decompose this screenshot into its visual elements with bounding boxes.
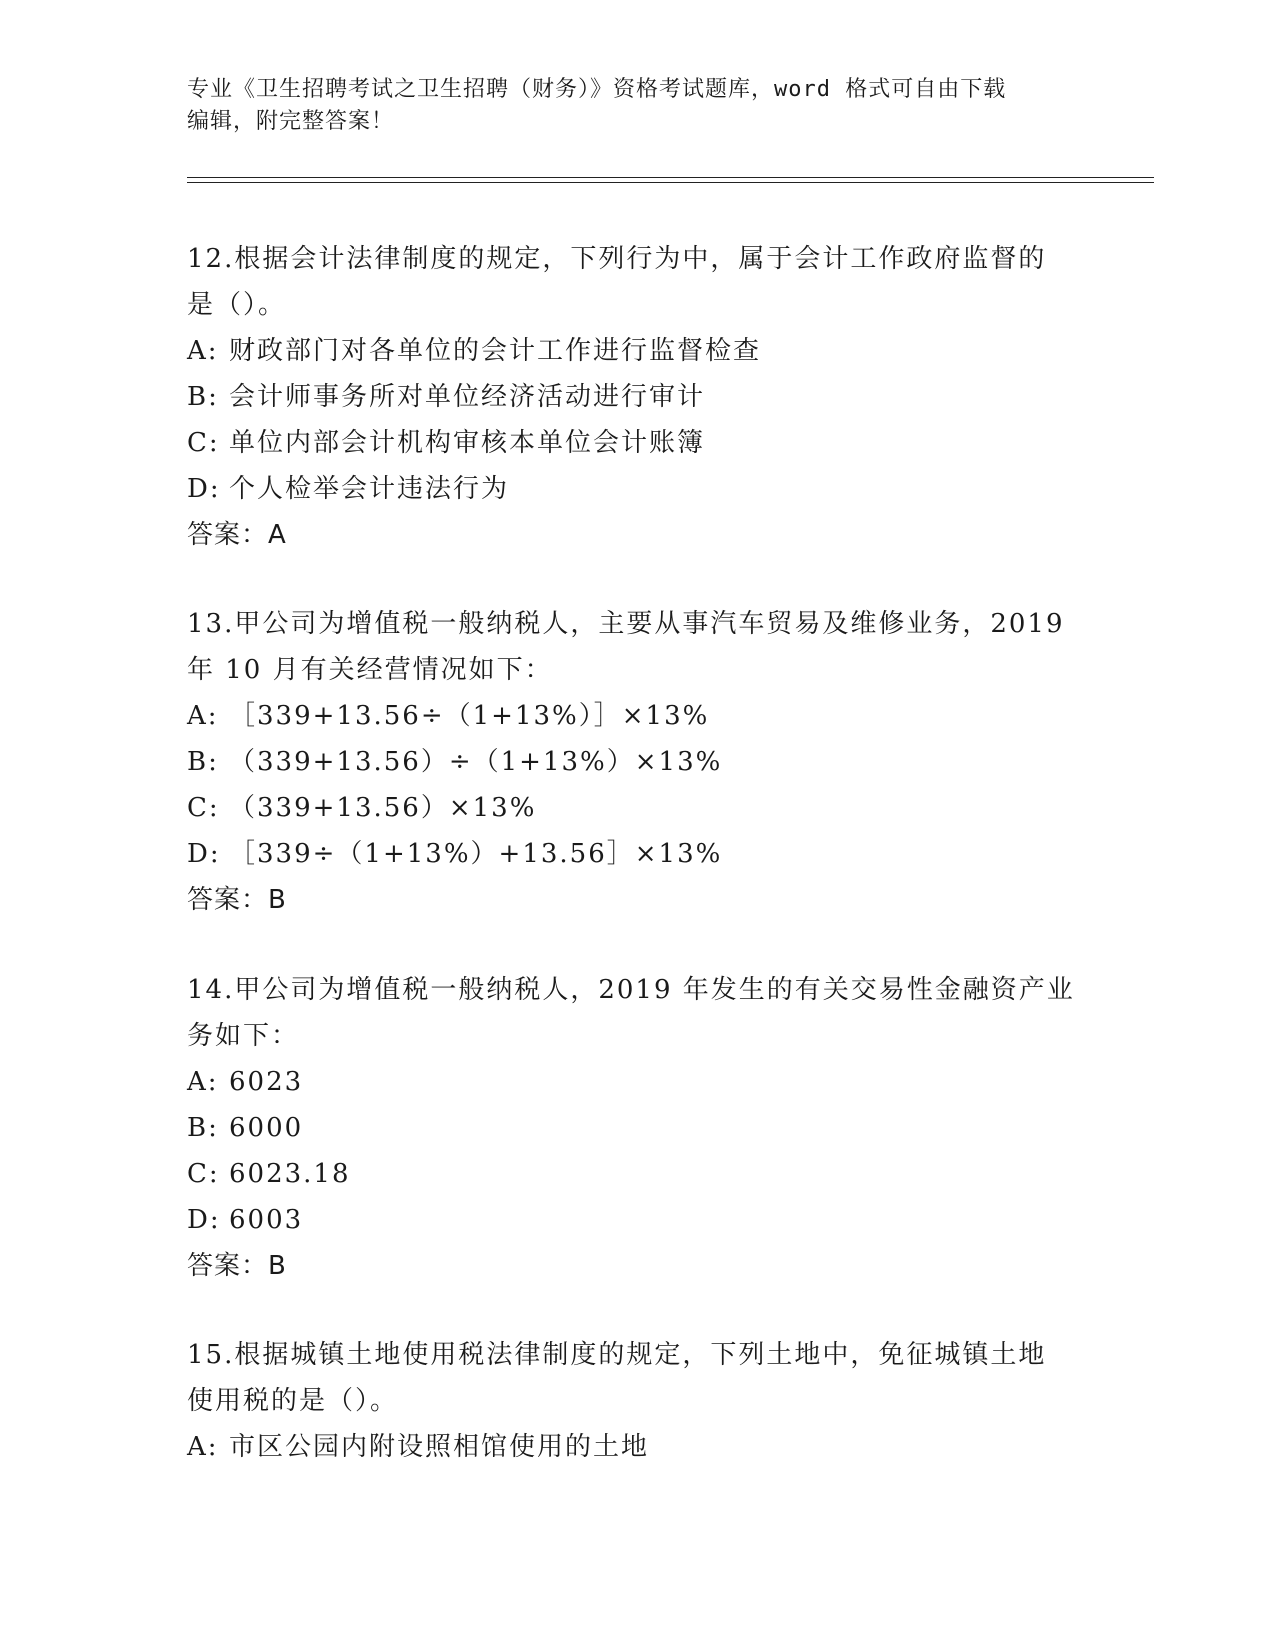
option-text: 个人检举会计违法行为 — [229, 474, 510, 504]
option-text: 会计师事务所对单位经济活动进行审计 — [229, 382, 706, 412]
answer: 答案：A — [187, 520, 287, 550]
question-text-line-2: 使用税的是（）。 — [187, 1386, 399, 1416]
option-text: 财政部门对各单位的会计工作进行监督检查 — [229, 336, 762, 366]
option-text: 单位内部会计机构审核本单位会计账簿 — [229, 428, 706, 458]
option-text: 6000 — [229, 1113, 304, 1143]
option-c — [187, 420, 1087, 466]
option-label: C: — [187, 428, 220, 458]
option-b — [187, 374, 1087, 420]
header-divider-bottom — [187, 182, 1154, 183]
option-text: ［339÷（1+13%）+13.56］×13% — [229, 839, 723, 869]
option-text: 6023 — [229, 1067, 304, 1097]
option-text: ［339+13.56÷（1+13%）］×13% — [229, 701, 710, 731]
option-label: A: — [187, 1067, 219, 1097]
option-b — [187, 1105, 1087, 1151]
option-label: D: — [187, 474, 221, 504]
option-label: A: — [187, 336, 219, 366]
question-12 — [187, 236, 1087, 558]
answer: 答案：B — [187, 885, 287, 915]
option-label: B: — [187, 382, 219, 412]
option-a — [187, 693, 1087, 739]
option-a — [187, 1424, 1087, 1470]
option-d — [187, 466, 1087, 512]
answer: 答案：B — [187, 1251, 287, 1281]
option-text: 6003 — [229, 1205, 304, 1235]
option-label: D: — [187, 1205, 221, 1235]
option-label: B: — [187, 1113, 219, 1143]
document-header — [187, 74, 1067, 138]
option-label: C: — [187, 1159, 220, 1189]
option-text: 市区公园内附设照相馆使用的土地 — [229, 1432, 650, 1462]
option-a — [187, 1059, 1087, 1105]
question-14 — [187, 967, 1087, 1289]
question-text-line-1: 13.甲公司为增值税一般纳税人，主要从事汽车贸易及维修业务，2019 — [187, 609, 1065, 639]
option-d — [187, 1197, 1087, 1243]
option-label: D: — [187, 839, 221, 869]
header-line-1: 专业《卫生招聘考试之卫生招聘（财务）》资格考试题库，word 格式可自由下载 — [187, 77, 1007, 102]
question-text-line-1: 15.根据城镇土地使用税法律制度的规定，下列土地中，免征城镇土地 — [187, 1340, 1047, 1370]
option-label: A: — [187, 1432, 219, 1462]
header-line-2: 编辑，附完整答案！ — [187, 109, 395, 134]
option-d — [187, 831, 1087, 877]
option-label: C: — [187, 793, 220, 823]
option-c — [187, 785, 1087, 831]
question-text-line-2: 务如下： — [187, 1021, 300, 1051]
question-15 — [187, 1332, 1087, 1470]
option-text: （339+13.56）×13% — [229, 793, 537, 823]
option-text: （339+13.56）÷（1+13%）×13% — [229, 747, 723, 777]
question-text-line-2: 年 10 月有关经营情况如下： — [187, 655, 553, 685]
option-text: 6023.18 — [229, 1159, 351, 1189]
option-a — [187, 328, 1087, 374]
question-text-line-1: 12.根据会计法律制度的规定，下列行为中，属于会计工作政府监督的 — [187, 244, 1047, 274]
option-b — [187, 739, 1087, 785]
question-text-line-1: 14.甲公司为增值税一般纳税人，2019 年发生的有关交易性金融资产业 — [187, 975, 1075, 1005]
question-13 — [187, 601, 1087, 923]
question-text-line-2: 是（）。 — [187, 290, 287, 320]
option-label: B: — [187, 747, 219, 777]
header-divider-top — [187, 177, 1154, 178]
option-c — [187, 1151, 1087, 1197]
option-label: A: — [187, 701, 219, 731]
